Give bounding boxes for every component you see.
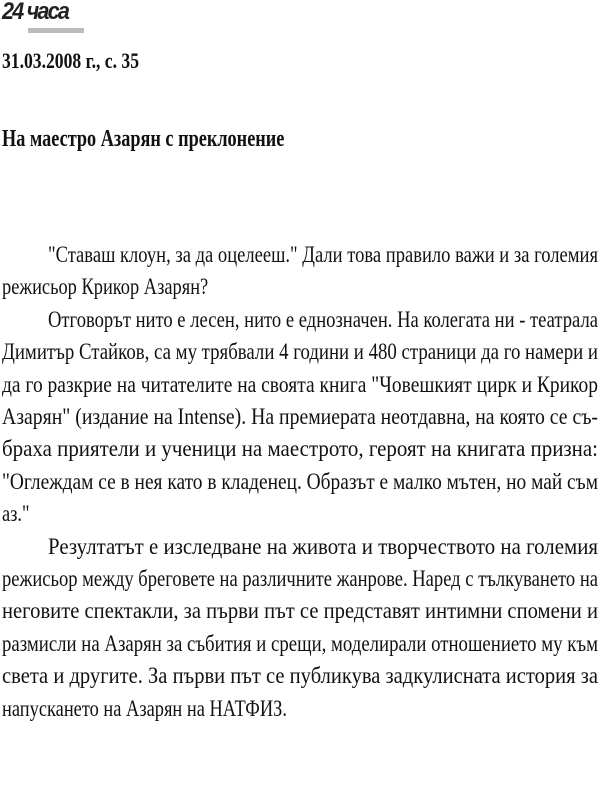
line-text: напускането на Азарян на НАТФИЗ. [2,695,287,721]
line-text: Димитър Стайков, са му трябвали 4 години и 480 страници да го намери и [2,339,598,365]
line-text: да го разкрие на читателите на своята книга "Човешкият цирк и Крикор [2,371,598,397]
line-text: аз." [2,501,30,527]
logo-underline [28,28,84,33]
newspaper-logo [2,2,84,32]
line-text: Отговорът нито е лесен, нито е еднозначен. На колегата ни - театрала [48,306,598,332]
line-text: размисли на Азарян за събития и срещи, моделирали отношението му към [2,630,598,656]
article-line [48,307,600,337]
logo-text: 24 часа [2,0,69,25]
article-title: На маестро Азарян с преклонение [2,126,285,152]
line-text: "Оглеждам се в нея като в кладенец. Образът е малко мътен, но май съм [2,468,598,494]
article-line [2,339,600,369]
article-line [48,534,600,564]
article-line [2,566,600,596]
article-line [2,501,36,531]
article-line [2,436,600,466]
article-line [2,469,600,499]
line-text: неговите спектакли, за първи път се представят интимни спомени и [2,598,598,624]
line-text: "Ставаш клоун, за да оцелееш." Дали това правило важи и за големия [48,242,598,267]
publication-date: 31.03.2008 г., с. 35 [2,48,140,73]
article-line [2,274,260,304]
article-line [2,404,600,434]
line-text: Азарян" (издание на Intense). На премиерата неотдавна, на която се съ- [2,404,598,429]
article-line [2,598,600,628]
line-text: режисьор Крикор Азарян? [2,274,209,300]
article-line [2,696,358,726]
article-line [48,242,600,272]
line-text: света и другите. За първи път се публикува задкулисната история за [2,663,598,689]
line-text: Резултатът е изследване на живота и творчеството на големия [48,533,598,559]
line-text: браха приятели и ученици на маестрото, героят на книгата призна: [2,436,598,462]
line-text: режисьор между бреговете на различните жанрове. Наред с тълкуването на [2,566,598,591]
article-line [2,663,600,693]
article-line [2,372,600,402]
article-line [2,631,600,661]
